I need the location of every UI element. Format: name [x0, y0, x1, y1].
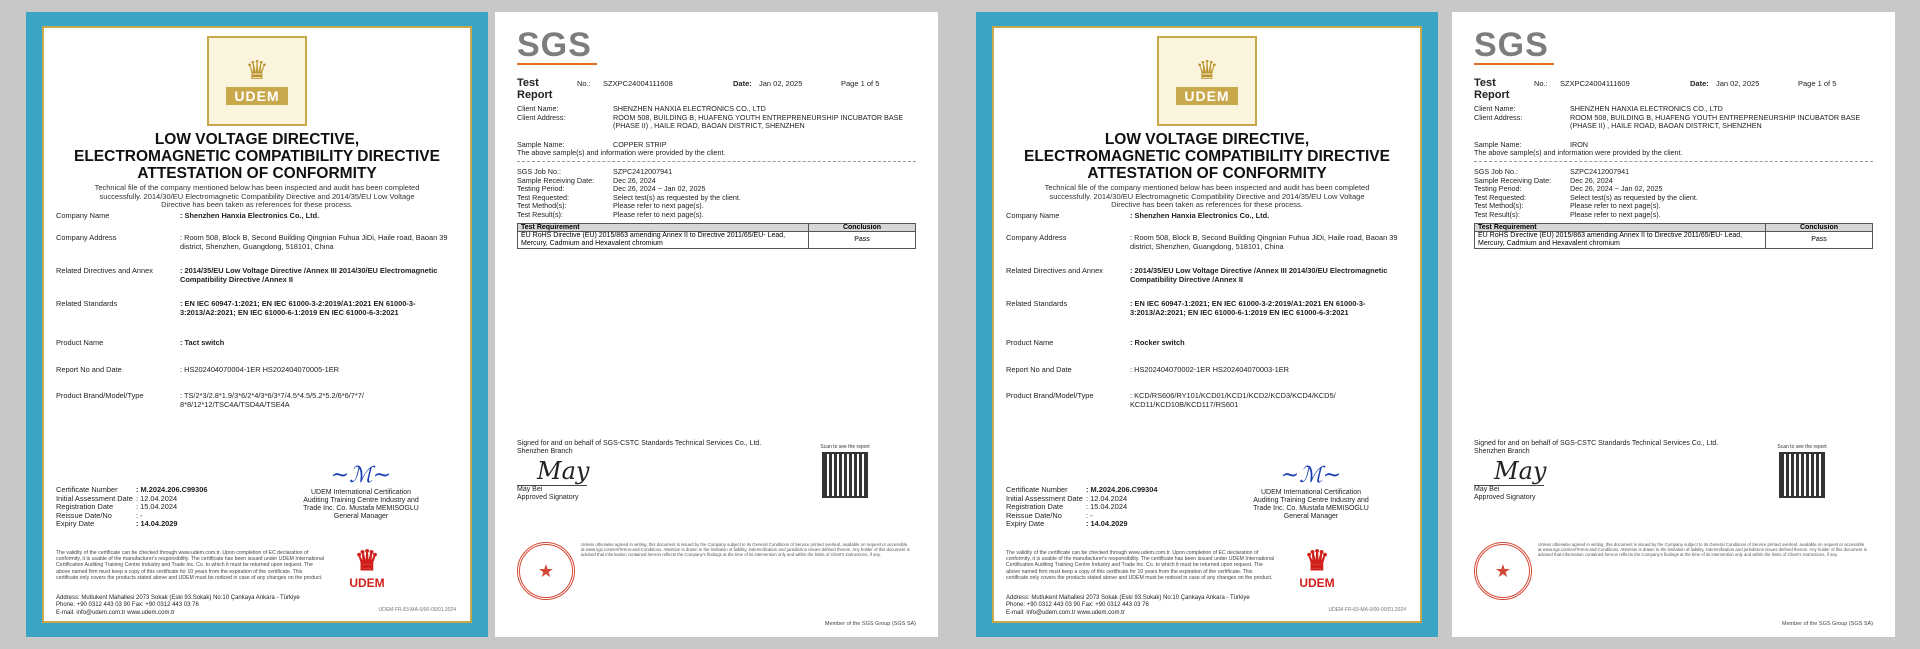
label: Report No and Date: [1006, 364, 1072, 374]
signer-role: Approved Signatory: [1474, 494, 1536, 502]
validity-note: The validity of the certificate can be checked through www.udem.com.tr. Upon completion of EC declaration of conformity, it is usable of the manufacturer's responsibility. The certificate has been issued under UDEM International Certification Auditing Training Centre Industry and Trade Inc. Co. to which it must be returned upon request. The above named firm must keep a copy of this certificate for 10 years from the expiration of the certificate. This certificate only covers the products stated above and UDEM must be noticed in case of any changes on the product.: [1006, 550, 1274, 581]
kv-row: [1474, 211, 1873, 220]
qr-code-icon: [822, 452, 868, 498]
sgs-report-copper-strip: [495, 12, 938, 637]
value: The above sample(s) and information were provided by the client.: [1474, 148, 1683, 158]
value: Please refer to next page(s).: [613, 201, 704, 211]
value: : EN IEC 60947-1:2021; EN IEC 61000-3-2:2019/A1:2021 EN 61000-3-3:2013/A2:2021; EN IEC 61000-6-1:2019 EN IEC 61000-6-3:2021: [180, 299, 416, 317]
value: : -: [1086, 510, 1093, 520]
udem-logo-text: UDEM: [1176, 87, 1237, 105]
value: : Room 508, Block B, Second Building Qingnian Fuhua JiDi, Haile road, Baoan 39 district, Shenzhen, Guangdong, 518101, China: [180, 233, 448, 251]
label: Company Name: [1006, 210, 1060, 220]
notice: [1474, 149, 1873, 158]
model-row: [56, 392, 458, 409]
value: Dec 26, 2024: [613, 175, 656, 185]
red-logo-text: UDEM: [349, 576, 385, 590]
certificate-intro: Technical file of the company mentioned below has been inspected and audit has been completed successfully. 2014/30/EU Electromagnetic Compatibility Directive and 2014/35/EU Low Voltage Directive has been taken as references for these process.: [1044, 183, 1370, 209]
udem-red-logo: [1289, 546, 1345, 590]
value: Dec 26, 2024 ~ Jan 02, 2025: [613, 184, 706, 194]
title-line: ATTESTATION OF CONFORMITY: [137, 165, 377, 182]
notice: [517, 149, 916, 158]
value: : KCD/RS606/RY101/KCD01/KCD1/KCD2/KCD3/KCD4/KCD5/ KCD11/KCD10B/KCD117/RS601: [1130, 391, 1336, 409]
label: Registration Date: [56, 502, 114, 511]
qr-code-block: [1772, 444, 1832, 500]
label: Product Brand/Model/Type: [1006, 391, 1094, 400]
value: Please refer to next page(s).: [1570, 209, 1661, 219]
red-crest-icon: ♛: [1304, 545, 1330, 576]
title-line: LOW VOLTAGE DIRECTIVE,: [1104, 131, 1310, 148]
value: : Shenzhen Hanxia Electronics Co., Ltd.: [180, 210, 320, 220]
udem-lion-logo: [207, 36, 307, 126]
conclusion-cell: Pass: [1766, 231, 1873, 248]
client-block: [1474, 105, 1873, 131]
date-label: Date:: [1690, 79, 1709, 88]
email: E-mail: info@udem.com.tr www.udem.com.tr: [56, 609, 175, 616]
handwritten-signature-icon: ~ℳ~: [1280, 463, 1342, 488]
sgs-member-note: Member of the SGS Group (SGS SA): [824, 621, 916, 627]
value: ROOM 508, BUILDING B, HUAFENG YOUTH ENTREPRENEURSHIP INCUBATOR BASE (PHASE II) , HAILE ROAD, BAOAN DISTRICT, SHENZHEN: [1570, 112, 1861, 131]
address: Address: Mutlukent Mahallesi 2073 Sokak (Eski 93.Sokak) No:10 Çankaya Ankara - Türkiye: [1006, 595, 1250, 601]
email: E-mail: info@udem.com.tr www.udem.com.tr: [1006, 609, 1125, 616]
value: SHENZHEN HANXIA ELECTRONICS CO., LTD: [613, 104, 766, 113]
qr-code-icon: [1779, 452, 1825, 498]
certificate-paper: [42, 26, 472, 623]
kv-row: [517, 114, 916, 131]
value: : -: [136, 510, 143, 520]
value: SZPC2412007941: [613, 166, 673, 176]
sgs-logo: SGS: [517, 26, 592, 64]
value: The above sample(s) and information were provided by the client.: [517, 148, 726, 158]
lion-crest-icon: ♛: [245, 55, 269, 85]
label: Sample Name:: [517, 139, 565, 149]
standards-row: [56, 300, 458, 317]
udem-contact: [56, 595, 356, 617]
job-block: [1474, 168, 1873, 220]
no-label: No.:: [577, 79, 591, 88]
value: : Shenzhen Hanxia Electronics Co., Ltd.: [1130, 210, 1270, 220]
sgs-member-note: Member of the SGS Group (SGS SA): [1781, 621, 1873, 627]
label: Certificate Number: [56, 485, 118, 494]
kv-row: [1474, 114, 1873, 131]
conclusion-cell: Pass: [809, 231, 916, 248]
label: Certificate Number: [1006, 485, 1068, 494]
report-number: SZXPC24004111609: [1560, 79, 1630, 88]
value: : 2014/35/EU Low Voltage Directive /Annex III 2014/30/EU Electromagnetic Compatibility Directive /Annex II: [1130, 266, 1388, 284]
cert-row: [1006, 520, 1176, 529]
label: Product Brand/Model/Type: [56, 391, 144, 400]
test-requirement-cell: EU RoHS Directive (EU) 2015/863 amending Annex II to Directive 2011/65/EU- Lead, Mercury, Cadmium and Hexavalent chromium: [1475, 231, 1766, 248]
signer-role: Approved Signatory: [517, 494, 579, 502]
value: COPPER STRIP: [613, 139, 667, 149]
value: : 14.04.2029: [1086, 519, 1128, 528]
label: Initial Assessment Date: [56, 493, 133, 503]
label: Related Directives and Annex: [1006, 266, 1103, 275]
red-seal-stamp-icon: ★: [1474, 542, 1532, 600]
udem-certificate-rocker-switch: [976, 12, 1438, 637]
column-header: Test Requirement: [1475, 223, 1766, 231]
value: : Rocker switch: [1130, 338, 1185, 347]
sgs-report-iron: [1452, 12, 1895, 637]
model-row: [1006, 392, 1408, 409]
company-address-row: [1006, 234, 1408, 251]
label: Client Name:: [1474, 104, 1516, 113]
table-header-row: [518, 223, 916, 231]
qr-caption: Scan to see the report: [820, 444, 870, 450]
udem-logo-text: UDEM: [226, 87, 287, 105]
value: : M.2024.206.C99304: [1086, 485, 1158, 494]
value: : HS202404070004-1ER HS202404070005-1ER: [180, 364, 340, 374]
company-name-row: [56, 212, 458, 221]
report-date: Jan 02, 2025: [1716, 79, 1760, 88]
signature-block: [517, 440, 777, 503]
page-indicator: Page 1 of 5: [841, 79, 880, 88]
report-title: Test Report: [517, 77, 553, 101]
value: : Tact switch: [180, 338, 225, 347]
qr-code-block: [815, 444, 875, 500]
title-line: LOW VOLTAGE DIRECTIVE,: [154, 131, 360, 148]
title-line: ATTESTATION OF CONFORMITY: [1087, 165, 1327, 182]
udem-certificate-tact-switch: [26, 12, 488, 637]
report-row: [56, 366, 458, 375]
no-label: No.:: [1534, 79, 1548, 88]
product-name-row: [1006, 339, 1408, 348]
value: : EN IEC 60947-1:2021; EN IEC 61000-3-2:2019/A1:2021 EN 61000-3-3:2013/A2:2021; EN IEC 61000-6-1:2019 EN IEC 61000-6-3:2021: [1130, 299, 1366, 317]
signer-name: May Bei: [517, 485, 587, 494]
handwritten-signature-icon: ~ℳ~: [330, 463, 392, 488]
signature-block: [1474, 440, 1734, 503]
signature-caption: UDEM International Certification Auditing Training Centre Industry and Trade Inc. Co. Mustafa MEMISOGLU General Manager: [1253, 489, 1369, 520]
label: Testing Period:: [517, 184, 565, 194]
label: Product Name: [1006, 338, 1054, 347]
kv-row: [517, 194, 916, 203]
validity-note: The validity of the certificate can be checked through www.udem.com.tr. Upon completion of EC declaration of conformity, it is usable of the manufacturer's responsibility. The certificate has been issued under UDEM International Certification Auditing Training Centre Industry and Trade Inc. Co. to which it must be returned upon request. The above named firm must keep a copy of this certificate for 10 years from the expiration of the certificate. This certificate only covers the products stated above and UDEM must be noticed in case of any changes on the product.: [56, 550, 324, 581]
value: Select test(s) as requested by the client.: [613, 192, 741, 202]
phone: Phone: +90 0312 443 03 90 Fax: +90 0312 443 03 76: [56, 602, 199, 609]
label: Sample Name:: [1474, 139, 1522, 149]
certificate-details: [1006, 486, 1176, 529]
label: Related Standards: [56, 299, 118, 308]
value: SHENZHEN HANXIA ELECTRONICS CO., LTD: [1570, 104, 1723, 113]
certificate-details: [56, 486, 226, 529]
label: Company Name: [56, 210, 110, 220]
standards-row: [1006, 300, 1408, 317]
report-number: SZXPC24004111608: [603, 79, 673, 88]
value: IRON: [1570, 139, 1588, 149]
value: Select test(s) as requested by the client.: [1570, 192, 1698, 202]
red-seal-stamp-icon: ★: [517, 542, 575, 600]
certificate-paper: [992, 26, 1422, 623]
date-label: Date:: [733, 79, 752, 88]
udem-lion-logo: [1157, 36, 1257, 126]
table-header-row: [1475, 223, 1873, 231]
page-indicator: Page 1 of 5: [1798, 79, 1837, 88]
fine-print: Unless otherwise agreed in writing, this document is issued by the Company subject to its General Conditions of Service printed overleaf, available on request or accessible at www.sgs.com/en/Terms-and-Conditions. Attention is drawn to the limitation of liability, indemnification and jurisdiction issues defined therein. Any holder of this document is advised that information contained hereon reflects the Company's findings at the time of its intervention only and within the limits of Client's instructions, if any.: [1538, 542, 1867, 558]
label: Company Address: [56, 233, 117, 242]
label: Test Method(s):: [1474, 201, 1524, 211]
value: : 12.04.2024: [136, 493, 178, 503]
value: : HS202404070002-1ER HS202404070003-1ER: [1130, 364, 1290, 374]
signature-caption: UDEM International Certification Auditing Training Centre Industry and Trade Inc. Co. Mustafa MEMISOGLU General Manager: [303, 489, 419, 520]
title-line: ELECTROMAGNETIC COMPATIBILITY DIRECTIVE: [1024, 148, 1390, 165]
label: Client Address:: [1474, 112, 1523, 122]
label: Testing Period:: [1474, 184, 1522, 194]
kv-row: [1474, 177, 1873, 186]
client-block: [517, 105, 916, 131]
product-name-row: [56, 339, 458, 348]
table-row: [1475, 231, 1873, 248]
fine-print: Unless otherwise agreed in writing, this document is issued by the Company subject to its General Conditions of Service printed overleaf, available on request or accessible at www.sgs.com/en/Terms-and-Conditions. Attention is drawn to the limitation of liability, indemnification and jurisdiction issues defined therein. Any holder of this document is advised that information contained hereon reflects the Company's findings at the time of its intervention only and within the limits of Client's instructions, if any.: [581, 542, 910, 558]
certificate-intro: Technical file of the company mentioned below has been inspected and audit has been completed successfully. 2014/30/EU Electromagnetic Compatibility Directive and 2014/35/EU Low Voltage Directive has been taken as references for these process.: [94, 183, 420, 209]
label: Test Requested:: [1474, 192, 1526, 202]
label: Related Standards: [1006, 299, 1068, 308]
qr-caption: Scan to see the report: [1777, 444, 1827, 450]
divider: [517, 161, 916, 162]
label: Related Directives and Annex: [56, 266, 153, 275]
value: : 2014/35/EU Low Voltage Directive /Annex III 2014/30/EU Electromagnetic Compatibility Directive /Annex II: [180, 266, 438, 284]
label: Report No and Date: [56, 364, 122, 374]
label: Company Address: [1006, 233, 1067, 242]
udem-red-logo: [339, 546, 395, 590]
value: Please refer to next page(s).: [1570, 201, 1661, 211]
kv-row: [517, 211, 916, 220]
title-line: ELECTROMAGNETIC COMPATIBILITY DIRECTIVE: [74, 148, 440, 165]
label: Reissue Date/No: [1006, 510, 1062, 520]
test-requirement-cell: EU RoHS Directive (EU) 2015/863 amending Annex II to Directive 2011/65/EU- Lead, Mercury, Cadmium and Hexavalent chromium: [518, 231, 809, 248]
signed-by: Signed for and on behalf of SGS-CSTC Standards Technical Services Co., Ltd. Shenzhen Branch: [1474, 440, 1719, 456]
value: : Room 508, Block B, Second Building Qingnian Fuhua JiDi, Haile road, Baoan 39 district, Shenzhen, Guangdong, 518101, China: [1130, 233, 1398, 251]
kv-row: [1474, 194, 1873, 203]
value: : TS/2*3/2.8*1.9/3*6/2*4/3*6/3*7/4.5*4.5/5.2*5.2/6*6/7*7/ 8*8/12*12/TSC4A/TSD4A/TSE4A: [180, 391, 364, 409]
phone: Phone: +90 0312 443 03 90 Fax: +90 0312 443 03 76: [1006, 602, 1149, 609]
label: Test Method(s):: [517, 201, 567, 211]
kv-row: [517, 202, 916, 211]
address: Address: Mutlukent Mahallesi 2073 Sokak (Eski 93.Sokak) No:10 Çankaya Ankara - Türkiye: [56, 595, 300, 601]
red-logo-text: UDEM: [1299, 576, 1335, 590]
value: : 15.04.2024: [136, 502, 178, 511]
directives-row: [1006, 267, 1408, 284]
label: Test Result(s):: [517, 209, 563, 219]
udem-contact: [1006, 595, 1306, 617]
report-title: Test Report: [1474, 77, 1510, 101]
value: : 14.04.2029: [136, 519, 178, 528]
column-header: Conclusion: [809, 223, 916, 231]
label: Sample Receiving Date:: [517, 175, 595, 185]
form-code: UDEM-FR-83-MA-0/00-00/01.2024: [378, 607, 456, 613]
manager-signature-block: [302, 463, 420, 521]
label: Expiry Date: [1006, 519, 1045, 528]
value: : M.2024.206.C99306: [136, 485, 208, 494]
test-requirement-table: [1474, 223, 1873, 249]
company-name-row: [1006, 212, 1408, 221]
sgs-logo: SGS: [1474, 26, 1549, 64]
label: SGS Job No.:: [517, 166, 561, 176]
value: Dec 26, 2024 ~ Jan 02, 2025: [1570, 184, 1663, 194]
label: Initial Assessment Date: [1006, 493, 1083, 503]
certificate-title: [1006, 131, 1408, 182]
kv-row: [1474, 202, 1873, 211]
test-requirement-table: [517, 223, 916, 249]
company-address-row: [56, 234, 458, 251]
report-date: Jan 02, 2025: [759, 79, 803, 88]
handwritten-signature: May: [1494, 456, 1547, 485]
value: Dec 26, 2024: [1570, 175, 1613, 185]
signed-by: Signed for and on behalf of SGS-CSTC Standards Technical Services Co., Ltd. Shenzhen Branch: [517, 440, 762, 456]
signer-name: May Bei: [1474, 485, 1544, 494]
job-block: [517, 168, 916, 220]
kv-row: [517, 177, 916, 186]
form-code: UDEM-FR-83-MA-0/00-00/01.2024: [1328, 607, 1406, 613]
column-header: Conclusion: [1766, 223, 1873, 231]
report-header: [517, 77, 916, 101]
label: Expiry Date: [56, 519, 95, 528]
value: : 15.04.2024: [1086, 502, 1128, 511]
handwritten-signature: May: [537, 456, 590, 485]
red-crest-icon: ♛: [354, 545, 380, 576]
divider: [1474, 161, 1873, 162]
label: Sample Receiving Date:: [1474, 175, 1552, 185]
table-row: [518, 231, 916, 248]
directives-row: [56, 267, 458, 284]
label: SGS Job No.:: [1474, 166, 1518, 176]
label: Product Name: [56, 338, 104, 347]
cert-row: [56, 520, 226, 529]
label: Reissue Date/No: [56, 510, 112, 520]
label: Test Result(s):: [1474, 209, 1520, 219]
report-row: [1006, 366, 1408, 375]
lion-crest-icon: ♛: [1195, 55, 1219, 85]
label: Registration Date: [1006, 502, 1064, 511]
value: SZPC2412007941: [1570, 166, 1630, 176]
label: Client Address:: [517, 112, 566, 122]
report-header: [1474, 77, 1873, 101]
column-header: Test Requirement: [518, 223, 809, 231]
value: : 12.04.2024: [1086, 493, 1128, 503]
certificate-title: [56, 131, 458, 182]
manager-signature-block: [1252, 463, 1370, 521]
label: Test Requested:: [517, 192, 569, 202]
value: ROOM 508, BUILDING B, HUAFENG YOUTH ENTREPRENEURSHIP INCUBATOR BASE (PHASE II) , HAILE ROAD, BAOAN DISTRICT, SHENZHEN: [613, 112, 904, 131]
label: Client Name:: [517, 104, 559, 113]
value: Please refer to next page(s).: [613, 209, 704, 219]
